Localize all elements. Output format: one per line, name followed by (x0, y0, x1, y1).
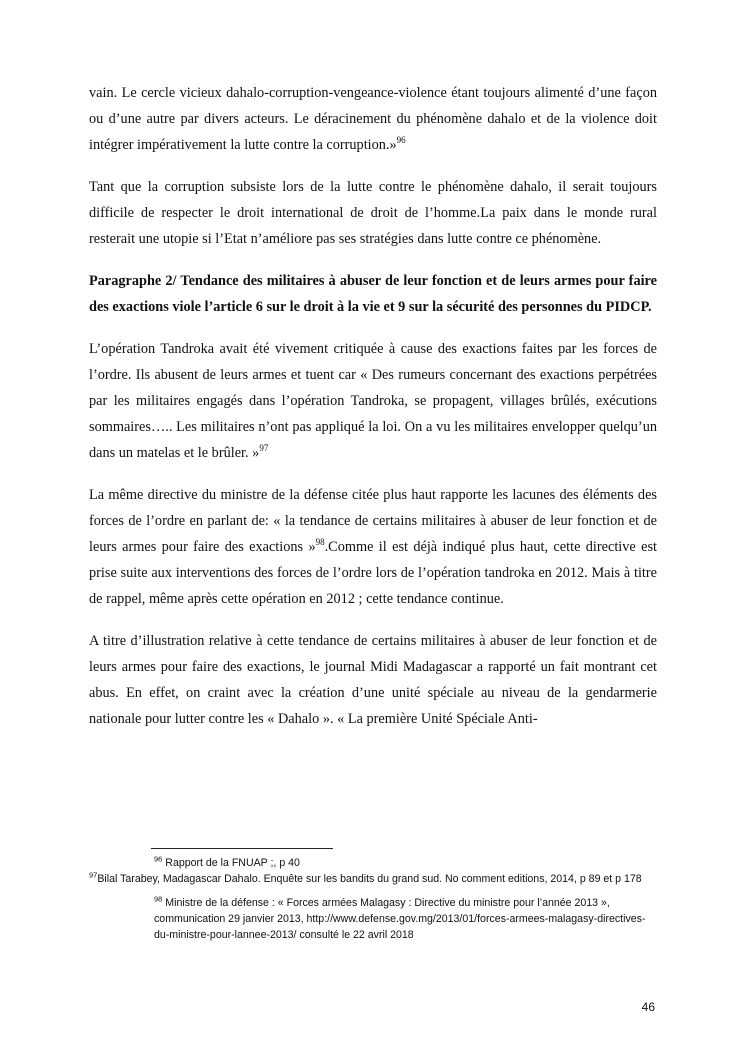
footnote-text: Bilal Tarabey, Madagascar Dahalo. Enquête sur les bandits du grand sud. No comment editions, 2014, p 89 et p 178 (97, 873, 642, 885)
paragraph-1 (89, 80, 657, 158)
footnote-ref-98[interactable]: 98 (315, 537, 325, 548)
paragraph-3 (89, 336, 657, 466)
page-body (89, 80, 657, 748)
footnotes (89, 848, 657, 943)
footnote-number: 96 (154, 854, 163, 864)
footnote-text: Rapport de la FNUAP ;, p 40 (162, 857, 300, 869)
footnote-separator (151, 848, 333, 849)
paragraph-text: vain. Le cercle vicieux dahalo-corruption-vengeance-violence étant toujours alimenté d’une façon ou d’une autre par divers acteurs. Le déracinement du phénomène dahalo et de la violence doit intégrer impérativement la lutte contre la corruption.» (89, 85, 657, 153)
footnote-ref-97[interactable]: 97 (259, 443, 269, 454)
section-heading (89, 268, 657, 320)
heading-text: Paragraphe 2/ Tendance des militaires à abuser de leur fonction et de leurs armes pour faire des exactions viole l’article 6 sur le droit à la vie et 9 sur la sécurité des personnes du PIDCP. (89, 273, 657, 315)
paragraph-text: Tant que la corruption subsiste lors de la lutte contre le phénomène dahalo, il serait toujours difficile de respecter le droit international de droit de l’homme.La paix dans le monde rural resterait une utopie si l’Etat n’améliore pas ses stratégies dans lutte contre ce phénomène. (89, 179, 657, 247)
footnote-number: 97 (89, 870, 98, 880)
paragraph-text-continued: .Comme il est déjà indiqué plus haut, cette directive est prise suite aux interventions des forces de l’ordre lors de l’opération tandroka en 2012. Mais à titre de rappel, même après cette opération en 2012 ; cette tendance continue. (89, 539, 657, 607)
paragraph-text: La même directive du ministre de la défense citée plus haut rapporte les lacunes des éléments des forces de l’ordre en parlant de: « la tendance de certains militaires à abuser de leur fonction et de leurs armes pour faire des exactions » (89, 487, 657, 555)
paragraph-5 (89, 628, 657, 732)
footnote-96 (89, 855, 657, 871)
paragraph-text: A titre d’illustration relative à cette tendance de certains militaires à abuser de leur fonction et de leurs armes pour faire des exactions, le journal Midi Madagascar a rapporté un fait montrant cet abus. En effet, on craint avec la création d’une unité spéciale au niveau de la gendarmerie nationale pour lutter contre les « Dahalo ». « La première Unité Spéciale Anti- (89, 633, 657, 727)
footnote-number: 98 (154, 894, 163, 904)
footnote-ref-96[interactable]: 96 (396, 135, 406, 146)
paragraph-4 (89, 482, 657, 612)
paragraph-2 (89, 174, 657, 252)
footnote-text: Ministre de la défense : « Forces armées Malagasy : Directive du ministre pour l’année 2013 », communication 29 janvier 2013, http://www.defense.gov.mg/2013/01/forces-armees-malagasy-directives-du-ministre-pour-lannee-2013/ consulté le 22 avril 2018 (154, 897, 646, 941)
footnote-97 (89, 871, 657, 887)
page-number: 46 (641, 1000, 655, 1014)
paragraph-text: L’opération Tandroka avait été vivement critiquée à cause des exactions faites par les forces de l’ordre. Ils abusent de leurs armes et tuent car « Des rumeurs concernant des exactions perpétrées par les militaires engagés dans l’opération Tandroka, se propagent, villages brûlés, exécutions sommaires….. Les militaires n’ont pas appliqué la loi. On a vu les militaires envelopper quelqu’un dans un matelas et le brûler. » (89, 341, 657, 461)
footnote-98 (89, 895, 657, 943)
